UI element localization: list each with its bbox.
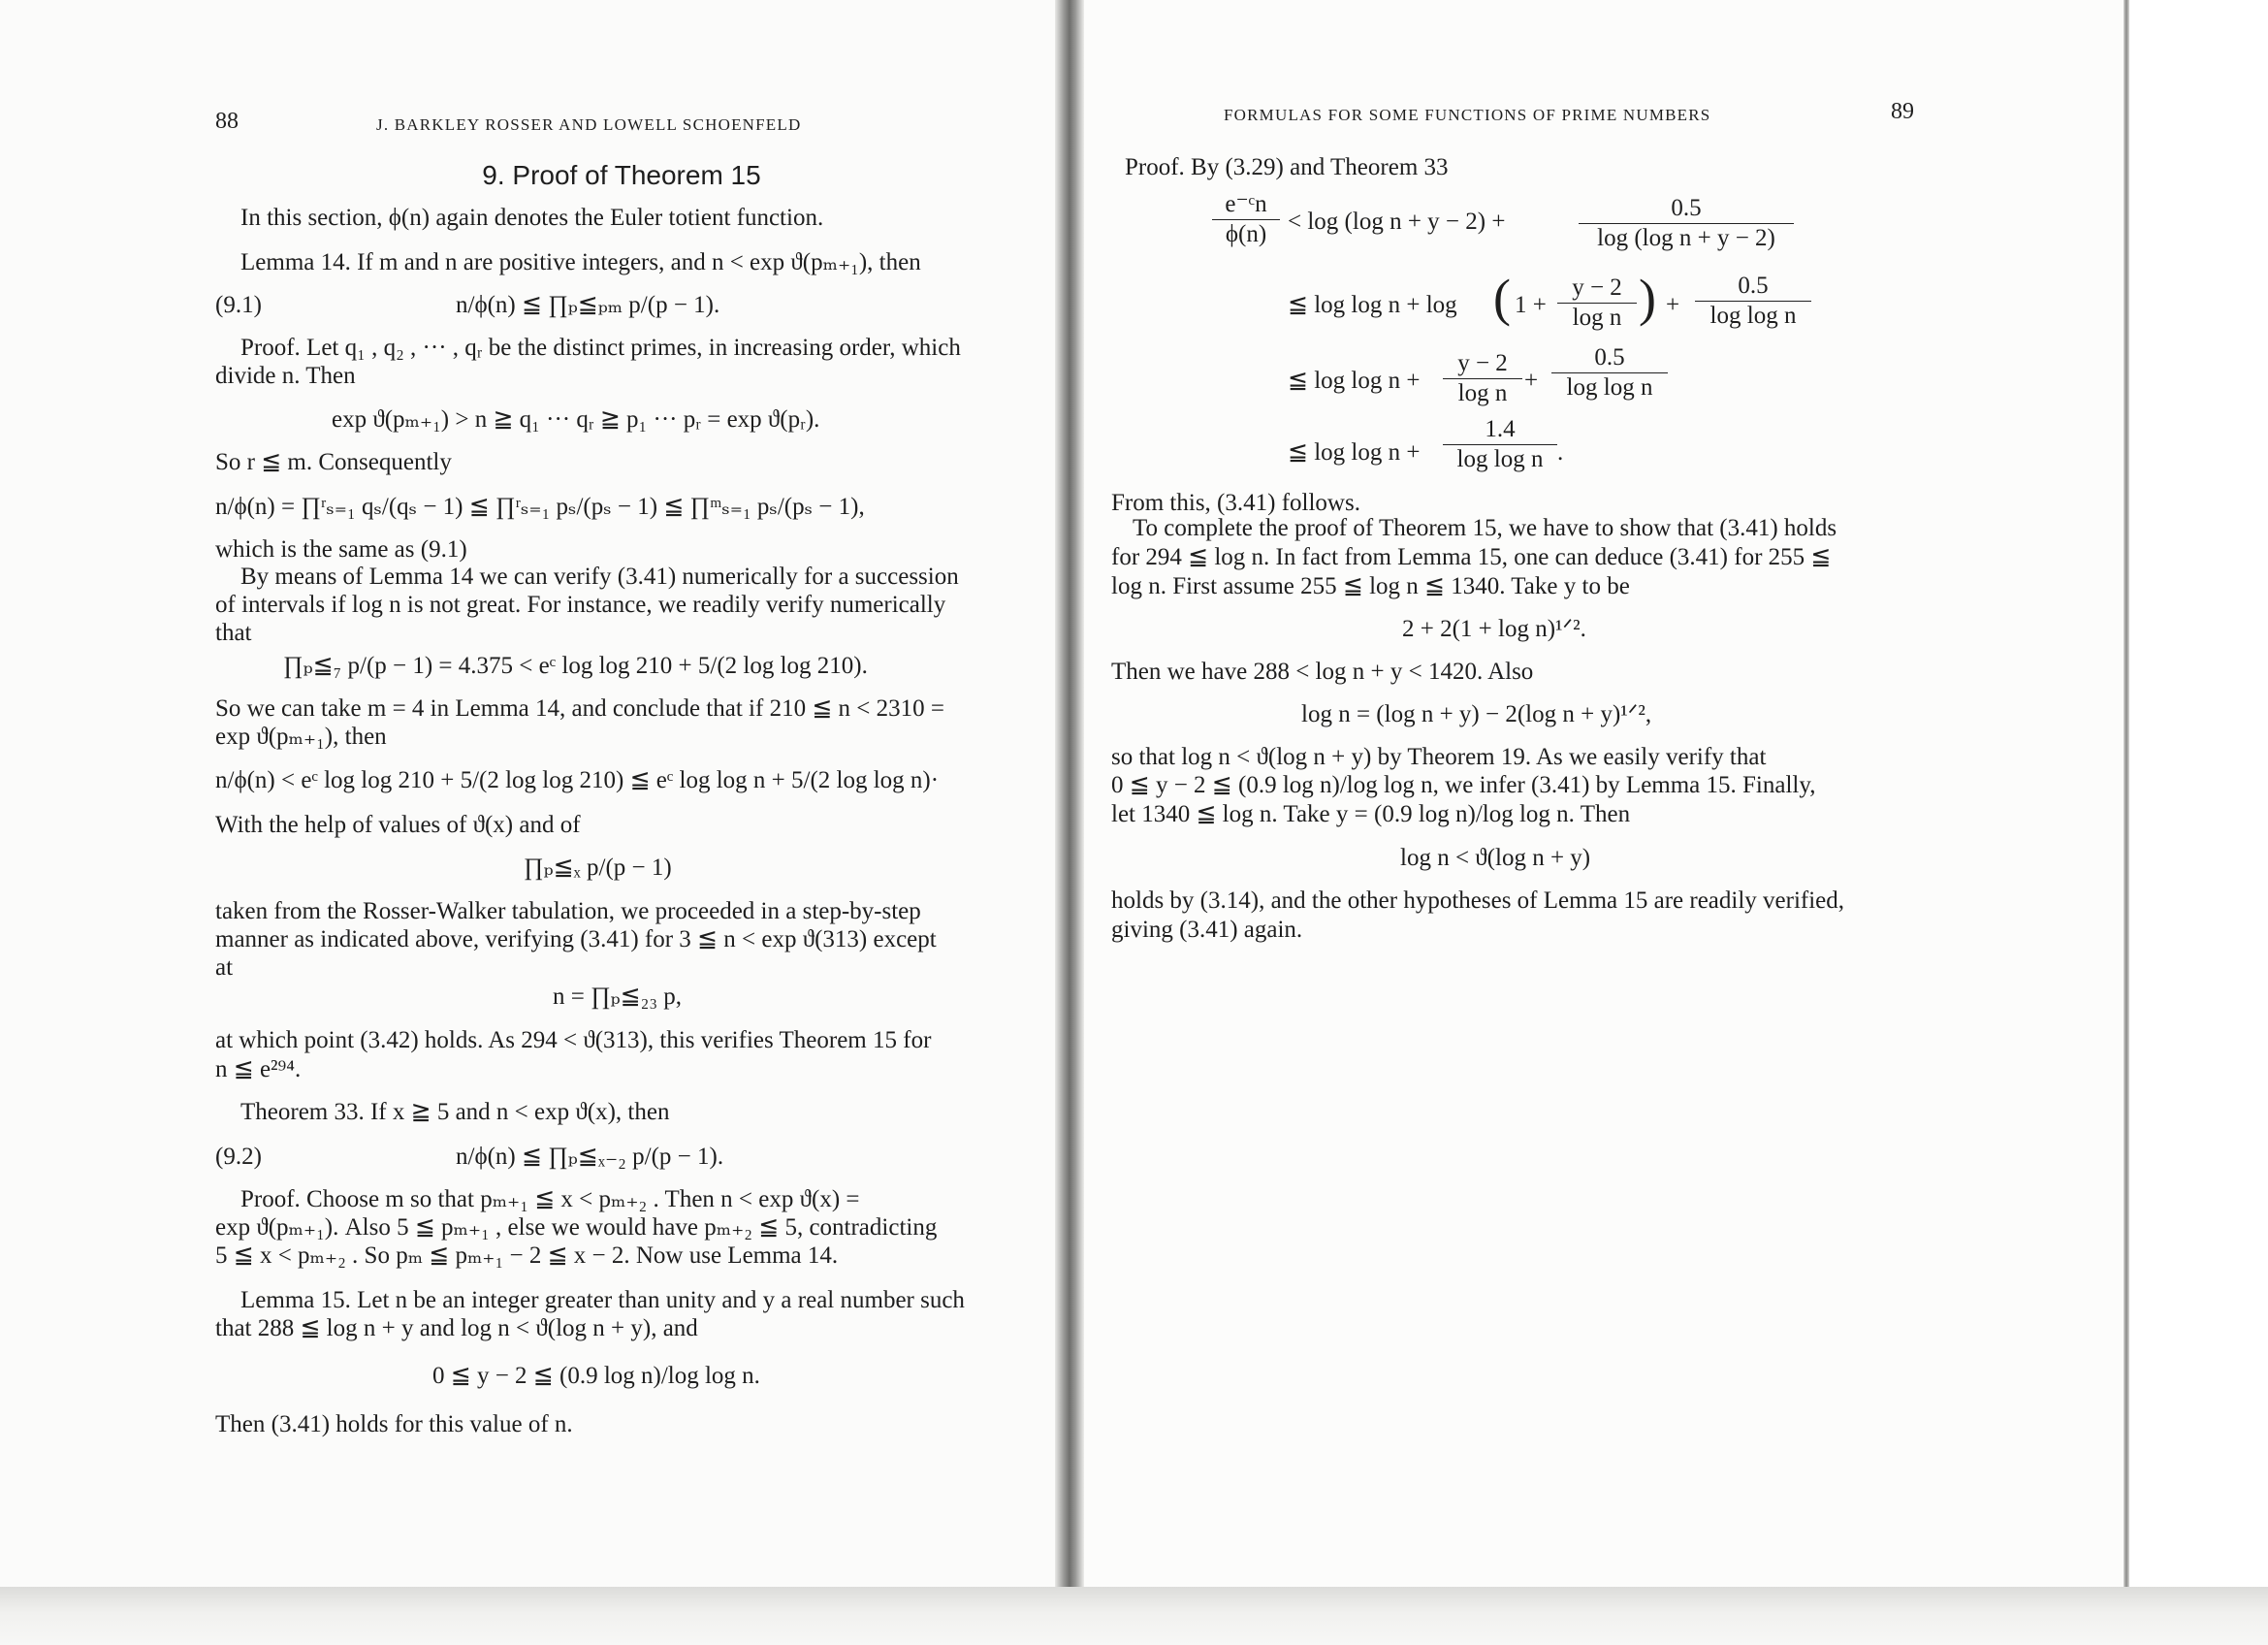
fraction	[1551, 343, 1668, 403]
equation: exp ϑ(pₘ₊₁) > n ≧ q₁ ··· qᵣ ≧ p₁ ··· pᵣ = exp ϑ(pᵣ).	[332, 406, 820, 433]
equation: +	[1524, 368, 1539, 394]
denominator: log log n	[1443, 444, 1557, 474]
fraction	[1695, 272, 1811, 331]
text-line: By means of Lemma 14 we can verify (3.41) numerically for a succession	[240, 564, 959, 590]
scan-background	[2129, 0, 2268, 1587]
equation: n/ϕ(n) = ∏ʳₛ₌₁ qₛ/(qₛ − 1) ≦ ∏ʳₛ₌₁ pₛ/(pₛ − 1) ≦ ∏ᵐₛ₌₁ pₛ/(pₛ − 1),	[215, 494, 865, 520]
proof-intro: Proof. By (3.29) and Theorem 33	[1125, 154, 1449, 180]
equation: n/ϕ(n) ≦ ∏ₚ≦ₚₘ p/(p − 1).	[456, 292, 720, 318]
text-line: 0 ≦ y − 2 ≦ (0.9 log n)/log log n, we infer (3.41) by Lemma 15. Finally,	[1111, 772, 1816, 798]
text-line: so that log n < ϑ(log n + y) by Theorem 19. As we easily verify that	[1111, 744, 1767, 770]
text-line: With the help of values of ϑ(x) and of	[215, 812, 581, 838]
denominator: log log n	[1551, 372, 1668, 403]
text-line: From this, (3.41) follows.	[1111, 490, 1360, 516]
numerator: 0.5	[1738, 273, 1769, 299]
text-line: holds by (3.14), and the other hypotheses of Lemma 15 are readily verified,	[1111, 887, 1845, 914]
text-line: that 288 ≦ log n + y and log n < ϑ(log n + y), and	[215, 1315, 698, 1341]
text-line: at	[215, 954, 234, 981]
equation: .	[1557, 439, 1564, 466]
text-line: at which point (3.42) holds. As 294 < ϑ(313), this verifies Theorem 15 for	[215, 1027, 932, 1053]
text-line: manner as indicated above, verifying (3.41) for 3 ≦ n < exp ϑ(313) except	[215, 926, 937, 952]
equation: ≦ log log n + log	[1288, 292, 1457, 318]
text-line: 5 ≦ x < pₘ₊₂ . So pₘ ≦ pₘ₊₁ − 2 ≦ x − 2. Now use Lemma 14.	[215, 1242, 839, 1269]
numerator: 0.5	[1594, 344, 1625, 371]
text-line: log n. First assume 255 ≦ log n ≦ 1340. Take y to be	[1111, 573, 1630, 599]
text-line: In this section, ϕ(n) again denotes the Euler totient function.	[240, 205, 824, 231]
equation: +	[1666, 292, 1680, 318]
text-line: that	[215, 620, 252, 646]
equation: n/ϕ(n) < eᶜ log log 210 + 5/(2 log log 210) ≦ eᶜ log log n + 5/(2 log log n)·	[215, 767, 940, 793]
equation: 2 + 2(1 + log n)¹ᐟ².	[1402, 616, 1586, 642]
text-line: divide n. Then	[215, 363, 356, 389]
page-number: 89	[1891, 99, 1914, 124]
text-line: let 1340 ≦ log n. Take y = (0.9 log n)/log log n. Then	[1111, 801, 1631, 827]
denominator: log (log n + y − 2)	[1579, 223, 1794, 253]
numerator: y − 2	[1457, 350, 1508, 376]
text-line: Then we have 288 < log n + y < 1420. Also	[1111, 659, 1534, 685]
numerator: e⁻ᶜn	[1225, 191, 1267, 217]
numerator: y − 2	[1572, 274, 1622, 301]
denominator: log log n	[1695, 301, 1811, 331]
section-title: 9. Proof of Theorem 15	[482, 160, 761, 190]
text-line: To complete the proof of Theorem 15, we have to show that (3.41) holds	[1133, 515, 1837, 541]
text-line: taken from the Rosser-Walker tabulation, we proceeded in a step-by-step	[215, 898, 921, 924]
numerator: 0.5	[1671, 195, 1702, 221]
scan-bottom-shadow	[0, 1587, 2268, 1645]
text-line: of intervals if log n is not great. For instance, we readily verify numerically	[215, 592, 946, 618]
equation: < log (log n + y − 2) +	[1288, 209, 1506, 235]
text-line: So r ≦ m. Consequently	[215, 449, 452, 475]
fraction	[1443, 415, 1557, 474]
text-line: giving (3.41) again.	[1111, 917, 1303, 943]
equation: 1 +	[1515, 292, 1547, 318]
denominator: ϕ(n)	[1212, 219, 1280, 249]
equation: ≦ log log n +	[1288, 439, 1421, 466]
text-line: Proof. Choose m so that pₘ₊₁ ≦ x < pₘ₊₂ . Then n < exp ϑ(x) =	[240, 1186, 860, 1212]
numerator: 1.4	[1485, 416, 1516, 442]
text-line: exp ϑ(pₘ₊₁), then	[215, 724, 387, 750]
left-paren: (	[1493, 269, 1511, 327]
text-line: So we can take m = 4 in Lemma 14, and conclude that if 210 ≦ n < 2310 =	[215, 695, 944, 722]
text-line: for 294 ≦ log n. In fact from Lemma 15, one can deduce (3.41) for 255 ≦	[1111, 544, 1832, 570]
equation: 0 ≦ y − 2 ≦ (0.9 log n)/log log n.	[432, 1363, 760, 1389]
fraction	[1579, 194, 1794, 253]
equation-label: (9.1)	[215, 292, 262, 318]
fraction	[1557, 274, 1637, 333]
equation: log n < ϑ(log n + y)	[1400, 845, 1591, 871]
lemma-15: Lemma 15. Let n be an integer greater than unity and y a real number such	[240, 1287, 965, 1313]
text-line: Then (3.41) holds for this value of n.	[215, 1411, 573, 1437]
denominator: log n	[1443, 378, 1522, 408]
equation-label: (9.2)	[215, 1144, 262, 1170]
equation: n = ∏ₚ≦₂₃ p,	[553, 984, 683, 1010]
equation: log n = (log n + y) − 2(log n + y)¹ᐟ²,	[1301, 701, 1652, 727]
running-head: J. BARKLEY ROSSER AND LOWELL SCHOENFELD	[376, 115, 802, 134]
equation: ∏ₚ≦ₓ p/(p − 1)	[524, 855, 672, 881]
text-line: exp ϑ(pₘ₊₁). Also 5 ≦ pₘ₊₁ , else we would have pₘ₊₂ ≦ 5, contradicting	[215, 1214, 938, 1241]
equation: ∏ₚ≦₇ p/(p − 1) = 4.375 < eᶜ log log 210 + 5/(2 log log 210).	[283, 653, 868, 679]
text-line: n ≦ e²⁹⁴.	[215, 1056, 302, 1082]
right-paren: )	[1639, 269, 1656, 327]
book-gutter	[1055, 0, 1084, 1587]
theorem-33: Theorem 33. If x ≧ 5 and n < exp ϑ(x), then	[240, 1099, 670, 1125]
equation: n/ϕ(n) ≦ ∏ₚ≦ₓ₋₂ p/(p − 1).	[456, 1144, 724, 1170]
lemma-14: Lemma 14. If m and n are positive integers, and n < exp ϑ(pₘ₊₁), then	[240, 249, 921, 275]
fraction	[1443, 349, 1522, 408]
running-head: FORMULAS FOR SOME FUNCTIONS OF PRIME NUMBERS	[1224, 106, 1711, 124]
denominator: log n	[1557, 303, 1637, 333]
equation: ≦ log log n +	[1288, 368, 1421, 394]
page-number: 88	[215, 109, 239, 134]
text-line: Proof. Let q₁ , q₂ , ··· , qᵣ be the distinct primes, in increasing order, which	[240, 335, 961, 361]
fraction	[1212, 190, 1280, 249]
text-line: which is the same as (9.1)	[215, 536, 467, 563]
